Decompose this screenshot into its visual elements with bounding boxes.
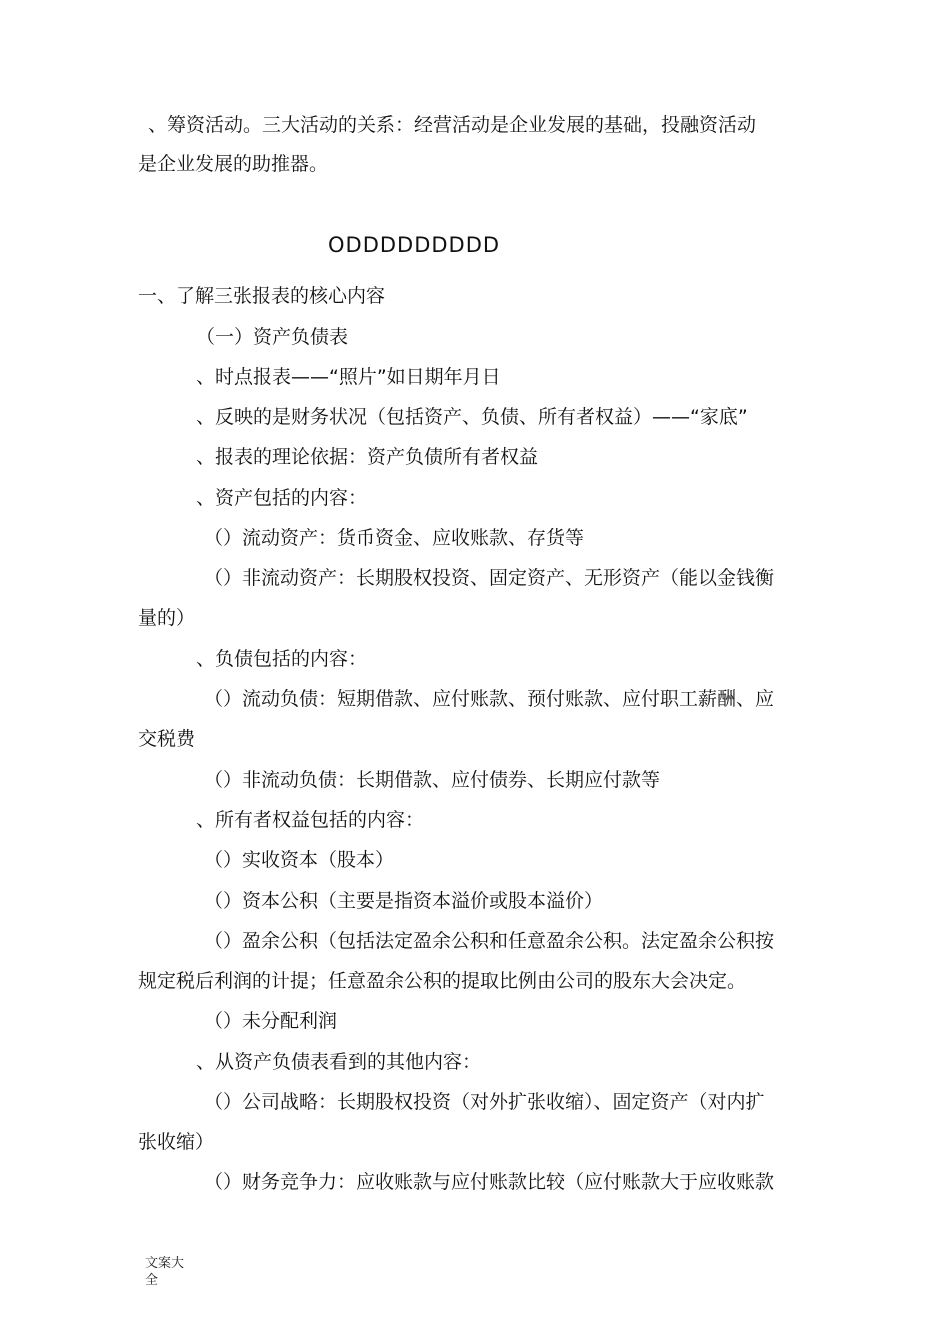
body-line: 、时点报表——“照片”如日期年月日 bbox=[196, 366, 501, 388]
body-line: （）资本公积（主要是指资本溢价或股本溢价） bbox=[204, 890, 604, 912]
body-line: 、负债包括的内容： bbox=[196, 648, 368, 670]
intro-line-1: 、筹资活动。三大活动的关系：经营活动是企业发展的基础，投融资活动 bbox=[148, 114, 757, 136]
section-subtitle: （一）资产负债表 bbox=[196, 326, 349, 348]
page-heading: ODDDDDDDDD bbox=[328, 233, 501, 257]
body-line: （）非流动资产：长期股权投资、固定资产、无形资产（能以金钱衡 bbox=[204, 567, 775, 589]
body-line: （）非流动负债：长期借款、应付债券、长期应付款等 bbox=[204, 769, 661, 791]
intro-line-2: 是企业发展的助推器。 bbox=[138, 153, 329, 175]
body-line: （）财务竞争力：应收账款与应付账款比较（应付账款大于应收账款 bbox=[204, 1171, 775, 1193]
body-line: 、所有者权益包括的内容： bbox=[196, 809, 425, 831]
body-line: 、资产包括的内容： bbox=[196, 487, 368, 509]
body-line: 、报表的理论依据：资产负债所有者权益 bbox=[196, 446, 539, 468]
body-line: （）流动资产：货币资金、应收账款、存货等 bbox=[204, 527, 585, 549]
body-line: 、从资产负债表看到的其他内容： bbox=[196, 1051, 482, 1073]
body-line: 规定税后利润的计提；任意盈余公积的提取比例由公司的股东大会决定。 bbox=[138, 970, 747, 992]
footer-text-1: 文案大 bbox=[145, 1256, 185, 1271]
footer-text-2: 全 bbox=[145, 1273, 159, 1288]
body-line: （）实收资本（股本） bbox=[204, 849, 395, 871]
body-line: （）公司战略：长期股权投资（对外扩张收缩）、固定资产（对内扩 bbox=[204, 1091, 765, 1113]
body-line: （）未分配利润 bbox=[204, 1010, 338, 1032]
section-title: 一、了解三张报表的核心内容 bbox=[138, 285, 386, 307]
body-line: 、反映的是财务状况（包括资产、负债、所有者权益）——“家底” bbox=[196, 406, 748, 428]
body-line: （）盈余公积（包括法定盈余公积和任意盈余公积。法定盈余公积按 bbox=[204, 930, 775, 952]
body-line: 交税费 bbox=[138, 728, 196, 750]
body-line: 张收缩） bbox=[138, 1131, 215, 1153]
body-line: 量的） bbox=[138, 607, 196, 629]
body-line: （）流动负债：短期借款、应付账款、预付账款、应付职工薪酬、应 bbox=[204, 688, 775, 710]
